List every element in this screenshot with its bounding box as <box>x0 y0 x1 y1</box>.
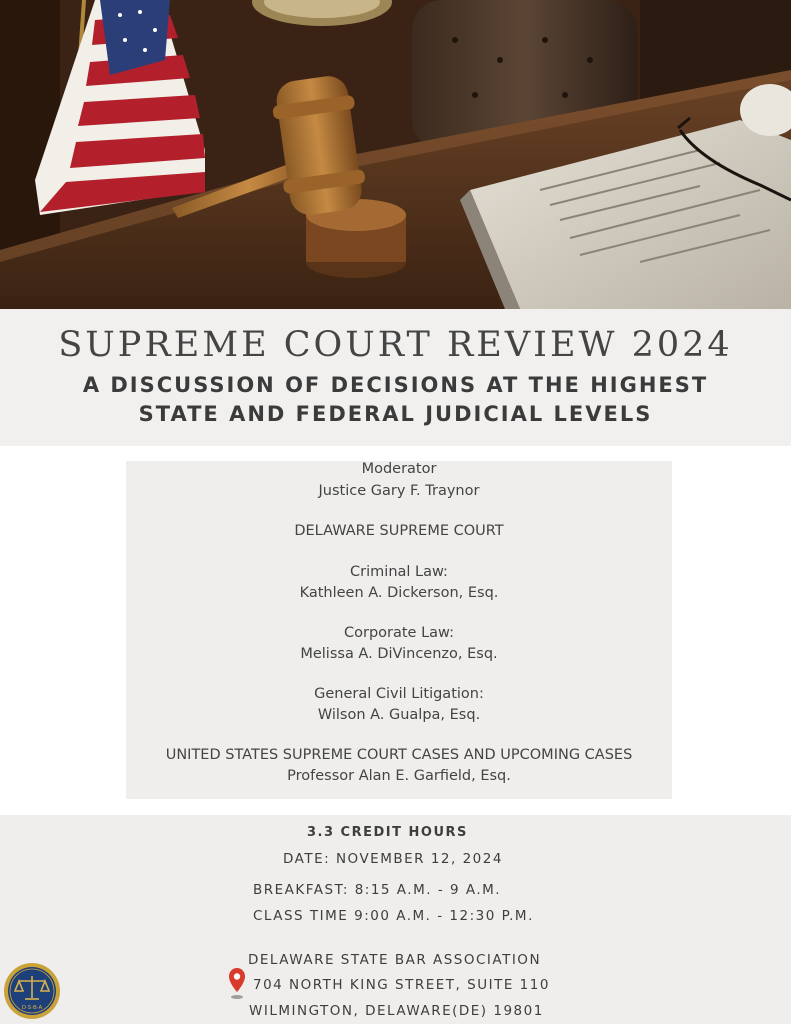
event-date: DATE: NOVEMBER 12, 2024 <box>283 851 503 867</box>
us-supreme-court-speaker: Professor Alan E. Garfield, Esq. <box>287 768 511 784</box>
credit-hours: 3.3 CREDIT HOURS <box>307 825 468 840</box>
subtitle-line-2: STATE AND FEDERAL JUDICIAL LEVELS <box>138 402 653 426</box>
venue-name: DELAWARE STATE BAR ASSOCIATION <box>248 952 542 968</box>
criminal-law-label: Criminal Law: <box>350 564 448 580</box>
criminal-law-speaker: Kathleen A. Dickerson, Esq. <box>299 585 499 601</box>
page-subtitle <box>40 371 751 429</box>
corporate-law-label: Corporate Law: <box>343 625 454 641</box>
title-band <box>0 309 791 446</box>
civil-litigation-label: General Civil Litigation: <box>314 686 484 702</box>
speaker-panel <box>126 461 672 799</box>
moderator-label: Moderator <box>361 461 437 477</box>
venue-street: 704 NORTH KING STREET, SUITE 110 <box>253 977 550 993</box>
class-time: CLASS TIME 9:00 A.M. - 12:30 P.M. <box>253 908 534 924</box>
subtitle-line-1: A DISCUSSION OF DECISIONS AT THE HIGHEST <box>82 373 709 397</box>
event-details <box>0 815 791 1024</box>
location-pin-icon <box>228 967 246 1001</box>
corporate-law-speaker: Melissa A. DiVincenzo, Esq. <box>300 646 498 662</box>
logo-text: D·S·B·A <box>21 1005 43 1011</box>
us-supreme-court-label: UNITED STATES SUPREME COURT CASES AND UPCOMING CASES <box>165 747 633 763</box>
dsba-logo <box>3 962 61 1020</box>
venue-city: WILMINGTON, DELAWARE(DE) 19801 <box>249 1003 544 1019</box>
breakfast-time: BREAKFAST: 8:15 A.M. - 9 A.M. <box>253 882 502 898</box>
courtroom-illustration <box>0 0 791 309</box>
moderator-name: Justice Gary F. Traynor <box>318 483 480 499</box>
civil-litigation-speaker: Wilson A. Gualpa, Esq. <box>317 707 481 723</box>
hero-image <box>0 0 791 309</box>
court-name: DELAWARE SUPREME COURT <box>294 523 504 539</box>
page-title: SUPREME COURT REVIEW 2024 <box>58 325 733 365</box>
